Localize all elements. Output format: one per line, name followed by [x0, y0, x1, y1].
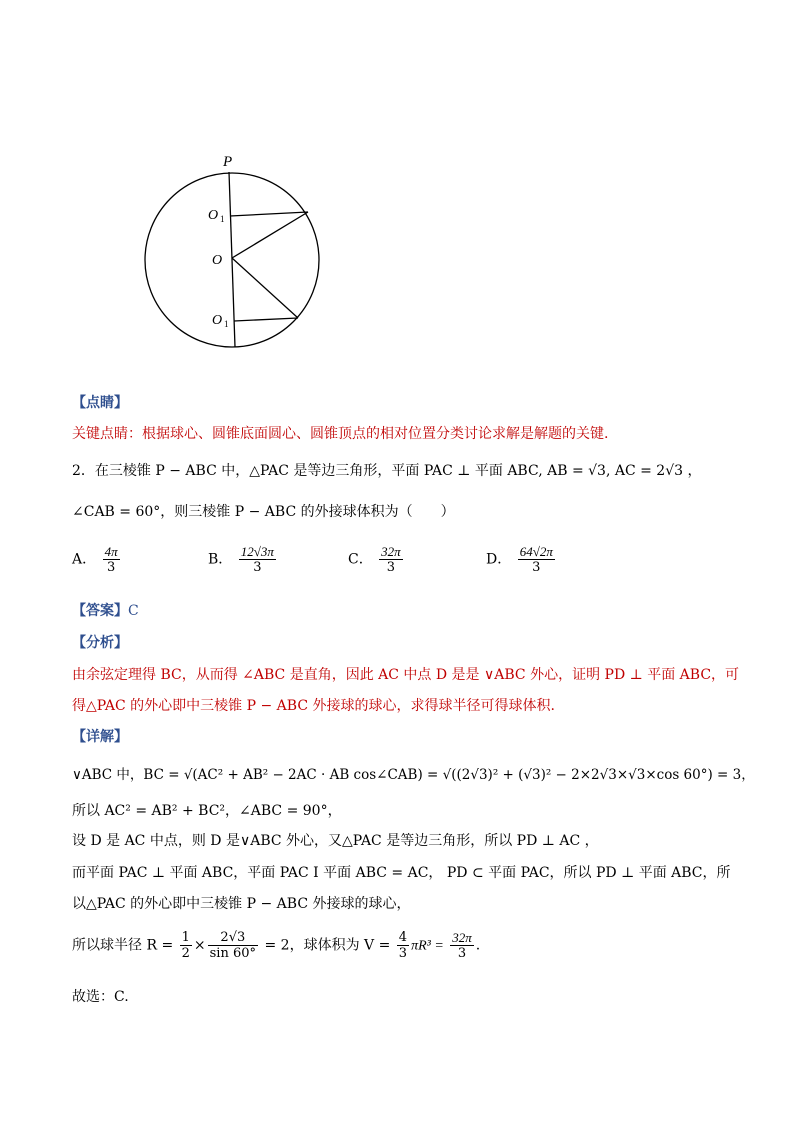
label-p: P — [223, 154, 233, 170]
r-frac2-den: sin 60° — [209, 946, 257, 961]
label-o: O — [212, 253, 223, 268]
option-c-label: C． — [348, 551, 373, 568]
detail-line3: 设 D 是 AC 中点，则 D 是∨ABC 外心，又△PAC 是等边三角形，所以 PD ⊥ AC ， — [72, 833, 599, 849]
detail-line4: 而平面 PAC ⊥ 平面 ABC，平面 PAC I 平面 ABC = AC， PD ⊂ 平面 PAC，所以 PD ⊥ 平面 ABC，所 — [72, 865, 731, 881]
top-sphere-radius — [232, 212, 308, 258]
option-a — [72, 544, 122, 575]
conclusion: 故选：C. — [72, 989, 129, 1005]
r-frac2-num: 2√3 — [208, 930, 258, 946]
label-o1-top: O — [208, 208, 219, 223]
detail-line1: ∨ABC 中，BC = √(AC² + AB² − 2AC · AB cos∠CAB) = √((2√3)² + (√3)² − 2×2√3×√3×cos 60°) = 3， — [72, 767, 755, 783]
label-o1-top-sub: 1 — [220, 214, 225, 224]
r-frac1-den: 2 — [181, 946, 190, 961]
bottom-radius-chord — [234, 318, 298, 321]
radius-result: = 2，球体积为 V = — [264, 937, 391, 954]
radius-prefix: 所以球半径 R = — [72, 937, 174, 954]
label-o1-bottom-sub: 1 — [224, 319, 229, 329]
option-b-den: 3 — [253, 560, 262, 575]
detail-title: 【详解】 — [72, 729, 128, 745]
option-b-label: B． — [208, 551, 233, 568]
analysis-title: 【分析】 — [72, 635, 128, 651]
label-o1-bottom: O — [212, 313, 223, 328]
v-frac2-den: 3 — [457, 946, 467, 961]
option-a-num: 4π — [104, 544, 118, 559]
analysis-line2: 得△PAC 的外心即中三棱锥 P − ABC 外接球的球心，求得球半径可得球体积. — [72, 698, 555, 714]
dianjing-title: 【点睛】 — [72, 395, 128, 411]
option-a-den: 3 — [106, 560, 116, 575]
option-c-num: 32π — [381, 544, 401, 559]
answer-row — [72, 600, 139, 620]
option-c-den: 3 — [386, 560, 396, 575]
v-frac2-num: 32π — [452, 930, 472, 945]
question-2-line1: 2．在三棱锥 P − ABC 中，△PAC 是等边三角形，平面 PAC ⊥ 平面 ABC, AB = √3, AC = 2√3 ， — [72, 463, 702, 479]
option-a-label: A． — [72, 551, 97, 568]
v-frac1-num: 4 — [398, 930, 408, 945]
question-2-line2: ∠CAB = 60°，则三棱锥 P − ABC 的外接球体积为（ ） — [72, 504, 455, 520]
detail-line6 — [72, 930, 480, 961]
bottom-sphere-radius — [232, 258, 298, 318]
sphere-section-figure — [0, 0, 794, 400]
times-sign: × — [193, 937, 206, 954]
option-b — [208, 544, 278, 575]
detail-line5: 以△PAC 的外心即中三棱锥 P − ABC 外接球的球心， — [72, 896, 411, 912]
answer-value: C — [128, 603, 139, 619]
top-radius-chord — [230, 212, 308, 216]
volume-mid: πR³ = — [411, 938, 444, 954]
answer-title: 【答案】 — [72, 603, 128, 619]
r-frac1-num: 1 — [181, 930, 190, 945]
v-frac1-den: 3 — [398, 946, 408, 961]
option-d — [486, 544, 557, 575]
option-d-label: D． — [486, 551, 512, 568]
option-c — [348, 544, 405, 575]
volume-end: . — [475, 937, 481, 954]
option-d-num: 64√2π — [519, 544, 553, 559]
dianjing-text: 关键点睛：根据球心、圆锥底面圆心、圆锥顶点的相对位置分类讨论求解是解题的关键. — [72, 426, 609, 442]
detail-line2: 所以 AC² = AB² + BC²，∠ABC = 90°， — [72, 803, 342, 819]
option-d-den: 3 — [532, 560, 541, 575]
analysis-line1: 由余弦定理得 BC，从而得 ∠ABC 是直角，因此 AC 中点 D 是是 ∨ABC 外心，证明 PD ⊥ 平面 ABC，可 — [72, 667, 740, 683]
option-b-num: 12√3π — [240, 544, 274, 559]
